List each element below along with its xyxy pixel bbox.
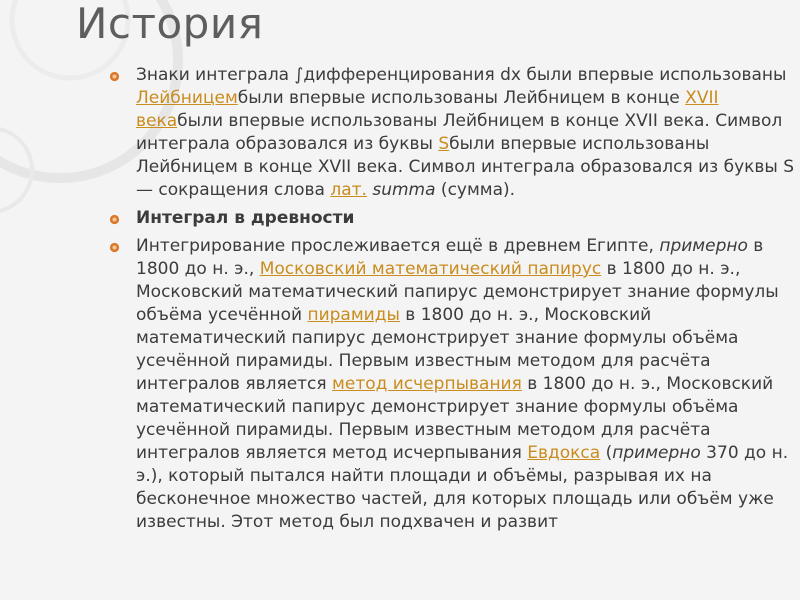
italic-text: примерно xyxy=(612,443,701,463)
text-run: в 1800 до н. э., xyxy=(136,236,764,279)
bullet-item xyxy=(108,207,798,230)
slide-title: История xyxy=(76,0,264,48)
bullet-text xyxy=(136,64,798,202)
wiki-link[interactable]: Евдокса xyxy=(527,443,601,463)
bullet-marker-icon xyxy=(109,71,120,82)
section-heading: Интеграл в древности xyxy=(136,208,355,228)
italic-text: примерно xyxy=(659,236,748,256)
text-run: 370 до н. э.), который пытался найти площади и объёмы, разрывая их на бесконечное множество частей, для которых площадь или объём уже известны. Этот метод был подхвачен и развит xyxy=(136,443,789,532)
bullet-item xyxy=(108,64,798,202)
wiki-link[interactable]: S xyxy=(438,134,450,154)
text-run: в 1800 до н. э., Московский математический папирус демонстрирует знание формулы объёма усечённой пирамиды. Первым известным методом для расчёта интегралов является метод исчерпывания xyxy=(136,374,774,463)
slide-content xyxy=(108,64,798,539)
wiki-link[interactable]: Лейбницем xyxy=(136,88,238,108)
wiki-link[interactable]: Московский математический папирус xyxy=(259,259,602,279)
text-run: (сумма). xyxy=(435,180,516,200)
bullet-item xyxy=(108,235,798,534)
bullet-marker-icon xyxy=(109,242,120,253)
text-run: в 1800 до н. э., Московский математический папирус демонстрирует знание формулы объёма усечённой xyxy=(136,259,779,325)
text-run: были впервые использованы Лейбницем в конце XVII века. Символ интеграла образовался из буквы S — сокращения слова xyxy=(136,134,795,200)
decorative-ring-small xyxy=(0,128,32,212)
bullet-marker-icon xyxy=(109,214,120,225)
wiki-link[interactable]: лат. xyxy=(330,180,367,200)
text-run: были впервые использованы Лейбницем в конце xyxy=(237,88,686,108)
text-run: в 1800 до н. э., Московский математический папирус демонстрирует знание формулы объёма усечённой пирамиды. Первым известным методом для расчёта интегралов является xyxy=(136,305,739,394)
wiki-link[interactable]: пирамиды xyxy=(307,305,400,325)
wiki-link[interactable]: XVII века xyxy=(136,88,719,131)
text-run: Знаки интеграла ∫дифференцирования dx были впервые использованы xyxy=(136,65,787,85)
bullet-text xyxy=(136,235,798,534)
text-run: ( xyxy=(600,443,613,463)
text-run: были впервые использованы Лейбницем в конце XVII века. Символ интеграла образовался из буквы xyxy=(136,111,783,154)
wiki-link[interactable]: метод исчерпывания xyxy=(332,374,522,394)
text-run: Интегрирование прослеживается ещё в древнем Египте, xyxy=(136,236,660,256)
italic-text: summa xyxy=(372,180,436,200)
